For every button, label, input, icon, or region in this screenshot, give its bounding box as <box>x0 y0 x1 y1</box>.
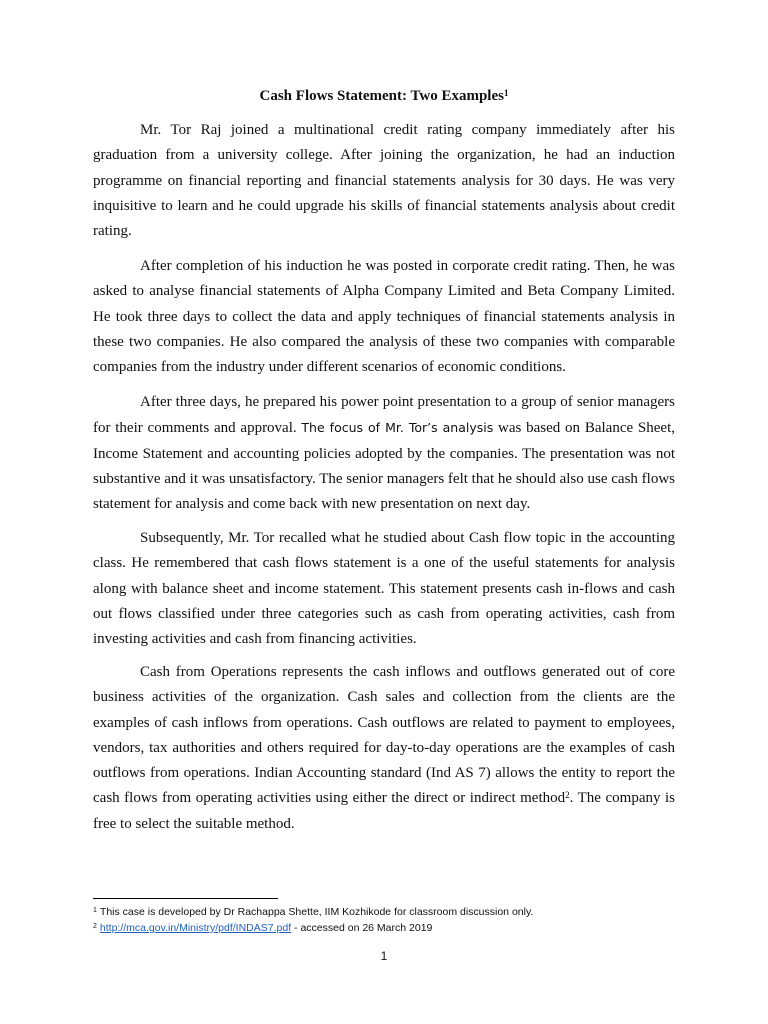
paragraph-2 <box>93 254 675 380</box>
paragraph-3-text-b: The focus of Mr. Tor’s analysis <box>301 420 494 436</box>
title-footnote-ref[interactable]: 1 <box>503 88 509 98</box>
document-title <box>0 86 768 106</box>
footnote-separator <box>93 898 278 899</box>
paragraph-5-footnote-ref[interactable]: 2 <box>565 790 570 801</box>
footnote-2-marker: 2 <box>93 923 97 930</box>
paragraph-5-text-b: . The company is free to select the suitable method. <box>93 790 676 832</box>
paragraph-3-text-c: was based on Balance Sheet, Income Statement and accounting policies adopted by the companies. The presentation was not substantive and it was unsatisfactory. The senior managers felt that he should also use cash flows statement for analysis and come back with new presentation on next day. <box>93 420 675 513</box>
paragraph-3 <box>93 390 675 517</box>
paragraph-5-text-a: Cash from Operations represents the cash inflows and outflows generated out of core business activities of the organization. Cash sales and collection from the clients are the examples of cash inflows from operations. Cash outflows are related to payment to employees, vendors, tax authorities and others required for day-to-day operations are the examples of cash outflows from operations. Indian Accounting standard (Ind AS 7) allows the entity to report the cash flows from operating activities using either the direct or indirect method <box>93 664 675 807</box>
paragraph-2-text: After completion of his induction he was posted in corporate credit rating. Then, he was asked to analyse financial statements of Alpha Company Limited and Beta Company Limited. He took three days to collect the data and apply techniques of financial statements analysis in these two companies. He also compared the analysis of these two companies with comparable companies from the industry under different scenarios of economic conditions. <box>93 258 675 376</box>
footnote-2 <box>93 921 693 935</box>
paragraph-1 <box>93 118 675 244</box>
footnote-2-text: - accessed on 26 March 2019 <box>291 922 433 934</box>
paragraph-1-text: Mr. Tor Raj joined a multinational credit rating company immediately after his graduation from a university college. After joining the organization, he had an induction programme on financial reporting and financial statements analysis for 30 days. He was very inquisitive to learn and he could upgrade his skills of financial statements analysis about credit rating. <box>93 122 675 240</box>
footnote-1 <box>93 905 693 919</box>
page-number: 1 <box>380 949 388 963</box>
paragraph-4-text: Subsequently, Mr. Tor recalled what he studied about Cash flow topic in the accounting class. He remembered that cash flows statement is a one of the useful statements for analysis along with balance sheet and income statement. This statement presents cash in-flows and cash out flows classified under three categories such as cash from operating activities, cash from investing activities and cash from financing activities. <box>93 530 675 648</box>
paragraph-3-text-a: After three days, he prepared his power point presentation to a group of senior managers for their comments and approval. <box>93 394 675 437</box>
paragraph-5 <box>93 660 675 837</box>
title-text: Cash Flows Statement: Two Examples <box>259 88 504 104</box>
paragraph-4 <box>93 526 675 652</box>
footnote-1-text: This case is developed by Dr Rachappa Shette, IIM Kozhikode for classroom discussion only. <box>99 906 534 918</box>
footnote-2-link[interactable]: http://mca.gov.in/Ministry/pdf/INDAS7.pdf <box>99 922 292 934</box>
footnote-1-marker: 1 <box>93 907 97 914</box>
